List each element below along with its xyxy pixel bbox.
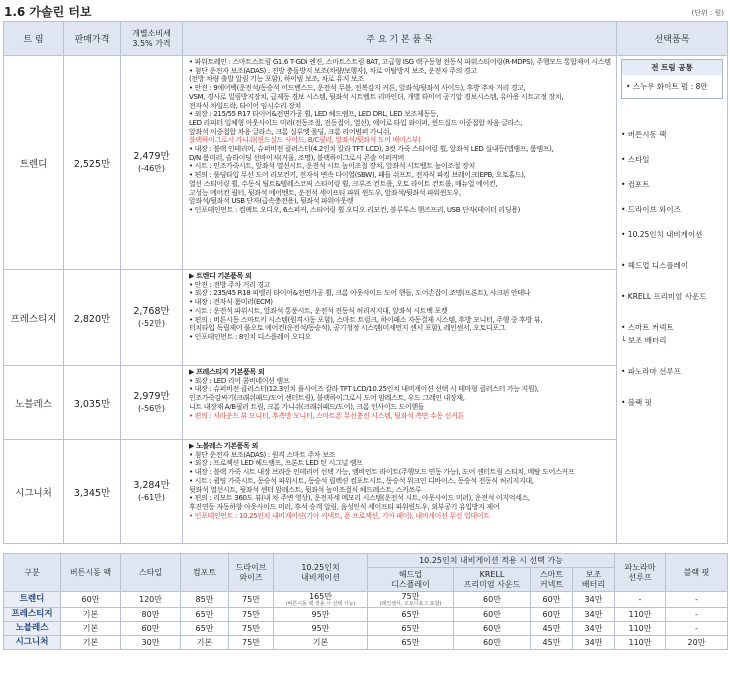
option-price-value: - bbox=[695, 624, 698, 633]
item-line: • 안전 : 전방 주차 거리 경고 bbox=[189, 280, 271, 289]
option-price-hud bbox=[368, 592, 454, 608]
opt-header-group: 10.25인치 내비게이션 적용 시 선택 가능 bbox=[368, 554, 615, 568]
option-price-value: 95만 bbox=[311, 610, 330, 619]
option-price-note: (버튼시동 팩 적용 시 선택 가능) bbox=[285, 601, 356, 607]
item-line: • 외장 : 프로젝션 LED 헤드램프, 프론트 LED 턴 시그널 램프 bbox=[189, 459, 363, 468]
option-price-pano bbox=[615, 636, 666, 650]
option-price-value: 75만 bbox=[401, 592, 420, 601]
option-price-value: 80만 bbox=[141, 610, 160, 619]
option-price-battery bbox=[573, 622, 615, 636]
trim-name: 노블레스 bbox=[4, 366, 64, 440]
tax-price-value: 2,768만 bbox=[133, 305, 170, 317]
option-price-table bbox=[3, 553, 728, 650]
option-price-style bbox=[121, 622, 181, 636]
option-item: • 컴포트 bbox=[621, 180, 650, 189]
option-item: • 버튼시동 팩 bbox=[621, 130, 667, 139]
trim-row bbox=[4, 56, 728, 270]
header-items: 주 요 기 본 품 목 bbox=[183, 22, 617, 56]
item-line: • 편의 : 버튼시동 스마트키 시스템(원격시동 포함), 스마트 트렁크, 하이패스 자동결제 시스템, 후방 모니터, 주행 중 후방 뷰, bbox=[189, 315, 543, 324]
trim-price: 3,345만 bbox=[64, 440, 121, 544]
option-price-value: 110만 bbox=[628, 638, 652, 647]
option-price-krell bbox=[454, 622, 531, 636]
item-line: (전방 차량 출발 알림 기능 포함), 하이빔 보조, 차로 유지 보조 bbox=[189, 75, 364, 84]
tax-price-diff: (-61만) bbox=[137, 492, 166, 502]
option-price-value: 34만 bbox=[584, 610, 603, 619]
option-price-value: 기본 bbox=[82, 610, 99, 619]
item-line: 인조가죽감싸기(크래쉬패드/도어 센터트림), 블랙하이그로시 도어 암레스트, 우드 그레인 내장재, bbox=[189, 394, 465, 403]
item-line: 앞좌석/뒷좌석 USB 단자(급속충전용), 뒷좌석 파워아웃렛 bbox=[189, 197, 354, 206]
page-title: 1.6 가솔린 터보 bbox=[4, 5, 92, 19]
option-price-value: 75만 bbox=[242, 638, 260, 647]
option-price-hud bbox=[368, 608, 454, 622]
option-price-battery bbox=[573, 608, 615, 622]
opt-header-battery: 보조 배터리 bbox=[573, 568, 615, 592]
option-price-note: (레인센서, 오토디포그 포함) bbox=[379, 601, 442, 607]
common-option-item: • 스누우 화이트 펄 : 8만 bbox=[626, 82, 708, 91]
option-price-comfort bbox=[181, 636, 229, 650]
tax-price-value: 2,979만 bbox=[133, 390, 170, 402]
common-option-title: 전 트림 공통 bbox=[622, 60, 722, 75]
option-price-black bbox=[666, 592, 728, 608]
opt-header-krell: KRELL 프리미엄 사운드 bbox=[454, 568, 531, 592]
option-price-btn bbox=[61, 622, 121, 636]
options-column bbox=[617, 56, 728, 544]
option-price-drive bbox=[229, 636, 274, 650]
option-price-value: 60만 bbox=[141, 624, 160, 633]
item-line: • 시트 : 인조가죽시트, 앞좌석 열선시트, 운전석 시트 높이조절 장치, 앞좌석 시트벨트 높이조절 장치 bbox=[189, 162, 475, 171]
item-line: 앞좌석 이중접합 차음 글라스, 크롬 실루엣 몰딩, 크롬 리어범퍼 가니쉬, bbox=[189, 127, 392, 136]
option-price-value: 75만 bbox=[242, 610, 260, 619]
tax-price-diff: (-46만) bbox=[137, 163, 166, 173]
trim-tax-price bbox=[121, 270, 183, 366]
option-item: • 드라이브 와이즈 bbox=[621, 205, 681, 214]
option-item: • 헤드업 디스플레이 bbox=[621, 261, 689, 270]
option-price-btn bbox=[61, 636, 121, 650]
trim-price: 2,820만 bbox=[64, 270, 121, 366]
option-row-trim: 시그니처 bbox=[4, 636, 61, 650]
item-line: • 편의 : 서라운드 뷰 모니터, 후측방 모니터, 스마트폰 무선충전 시스템, 뒷좌석 측면 수동 선커튼 bbox=[189, 411, 464, 420]
item-line: • 파워트레인 : 스마트스트림 G1.6 T-GDi 엔진, 스마트스트림 8AT, 고급형 ISG 랙구동형 전동식 파워스티어링(R-MDPS), 주행모드 통합제어 시스템 bbox=[189, 58, 611, 66]
option-item: • KRELL 프리미엄 사운드 bbox=[621, 292, 707, 301]
option-price-value: 45만 bbox=[542, 624, 561, 633]
header-options: 선택품목 bbox=[617, 22, 728, 56]
option-price-black bbox=[666, 622, 728, 636]
option-price-value: 65만 bbox=[401, 638, 420, 647]
option-price-value: 95만 bbox=[311, 624, 330, 633]
opt-header-smart: 스마트 커넥트 bbox=[531, 568, 573, 592]
option-price-pano bbox=[615, 592, 666, 608]
trim-price: 3,035만 bbox=[64, 366, 121, 440]
option-price-nav bbox=[274, 592, 368, 608]
option-price-value: 85만 bbox=[195, 595, 214, 604]
item-line: • 인포테인먼트 : 8인치 디스플레이 오디오 bbox=[189, 332, 311, 341]
item-line: ▶ 트렌디 기본품목 외 bbox=[189, 272, 252, 280]
option-row bbox=[4, 636, 728, 650]
option-price-style bbox=[121, 592, 181, 608]
tax-price-value: 2,479만 bbox=[133, 150, 170, 162]
item-line: 열선 스티어링 휠, 수동식 틸트&텔레스코픽 스티어링 휠, 크루즈 컨트롤, 오토 라이트 컨트롤, 매뉴얼 에어컨, bbox=[189, 179, 498, 188]
option-price-value: 120만 bbox=[139, 595, 162, 604]
trim-name: 시그니처 bbox=[4, 440, 64, 544]
item-line: • 내장 : 블랙 인테리어, 슈퍼비전 클러스터(4.2인치 칼라 TFT LCD), 3컷 가죽 스티어링 휠, 앞좌석 LED 실내등(맵램프, 룸램프), bbox=[189, 145, 554, 154]
item-line: • 안전 : 9에어백(운전석/동승석 어드밴스드, 운전석 무릎, 전복감지 커튼, 앞좌석/뒷좌석 사이드), 후방 추차 거리 경고, bbox=[189, 84, 526, 93]
opt-header-comfort: 컴포트 bbox=[181, 554, 229, 592]
option-price-black bbox=[666, 636, 728, 650]
option-price-value: 34만 bbox=[584, 595, 603, 604]
opt-header-nav: 10.25인치 내비게이션 bbox=[274, 554, 368, 592]
item-line: • 편의 : 풀딩타입 무선 도어 리모컨키, 전자식 변속 다이얼(SBW), 패들 쉬프트, 전자식 파킹 브레이크(EPB, 오토홀드), bbox=[189, 171, 526, 180]
option-price-value: - bbox=[695, 610, 698, 619]
item-line: D/N 룸미러, 슬라이딩 선바이저(거울, 조명), 블랙하이그로시 콘솔 어퍼커버 bbox=[189, 153, 404, 162]
tax-price-diff: (-52만) bbox=[137, 318, 166, 328]
option-price-value: 60만 bbox=[542, 595, 561, 604]
opt-header-pano: 파노라마 선루프 bbox=[615, 554, 666, 592]
option-item: • 스마트 커넥트 bbox=[621, 323, 674, 332]
option-price-value: 60만 bbox=[483, 595, 501, 604]
option-price-drive bbox=[229, 622, 274, 636]
option-item: └ 보조 배터리 bbox=[621, 336, 667, 345]
option-price-smart bbox=[531, 608, 573, 622]
option-price-value: 65만 bbox=[195, 624, 214, 633]
trim-price: 2,525만 bbox=[64, 56, 121, 270]
item-line: ▶ 노블레스 기본품목 외 bbox=[189, 442, 259, 450]
trim-items bbox=[183, 56, 617, 270]
option-price-value: 110만 bbox=[628, 610, 652, 619]
option-price-value: 75만 bbox=[242, 595, 260, 604]
trim-tax-price bbox=[121, 56, 183, 270]
option-price-btn bbox=[61, 592, 121, 608]
option-price-value: 34만 bbox=[584, 638, 603, 647]
main-spec-table bbox=[3, 21, 728, 544]
option-item: • 10.25인치 내비게이션 bbox=[621, 230, 703, 239]
option-price-value: 75만 bbox=[242, 624, 260, 633]
option-price-value: 60만 bbox=[483, 638, 501, 647]
item-line: • 내장 : 슈퍼비전 클러스터(12.3인치 풀사이즈 칼라 TFT LCD/10.25인치 내비게이션 선택 시 테마형 클러스터 가능 지원), bbox=[189, 385, 539, 394]
option-price-value: 기본 bbox=[82, 624, 99, 633]
opt-header-drive: 드라이브 와이즈 bbox=[229, 554, 274, 592]
option-price-comfort bbox=[181, 592, 229, 608]
item-line: • 시트 : 운전석 파워시트, 앞좌석 통풍시트, 운전석 전동식 허리지지대, 앞좌석 시트백 포켓 bbox=[189, 306, 448, 315]
option-price-krell bbox=[454, 636, 531, 650]
option-price-comfort bbox=[181, 622, 229, 636]
trim-items bbox=[183, 270, 617, 366]
option-price-value: 30만 bbox=[141, 638, 160, 647]
option-price-battery bbox=[573, 592, 615, 608]
item-line: • 외장 : LED 리어 콤비네이션 램프 bbox=[189, 376, 290, 385]
item-line: • 첨단 운전자 보조(ADAS) : 전방 충돌방지 보조(차량/보행자), 차로 이탈방지 보조, 운전자 주의 경고 bbox=[189, 66, 477, 75]
option-price-drive bbox=[229, 608, 274, 622]
option-price-value: 45만 bbox=[542, 638, 561, 647]
option-item: • 블랙 핏 bbox=[621, 398, 652, 407]
option-price-black bbox=[666, 608, 728, 622]
option-price-smart bbox=[531, 592, 573, 608]
option-row-trim: 프레스티지 bbox=[4, 608, 61, 622]
option-price-value: 65만 bbox=[195, 610, 214, 619]
header-trim: 트 림 bbox=[4, 22, 64, 56]
option-price-value: - bbox=[638, 595, 642, 604]
item-line: • 편의 : 리모트 360도 뷰(내 차 주변 영상), 운전자세 메모리 시스템(운전석 시트, 아웃사이드 미러), 운전석 이지억세스, bbox=[189, 494, 530, 503]
option-item: • 파노라마 선루프 bbox=[621, 367, 681, 376]
item-line: LED 리피터 일체형 아웃사이드 미러(전동조절, 전동접이, 열선), 에어로 타입 와이퍼, 윈드실드 이중접합 차음 글라스, bbox=[189, 118, 523, 127]
option-price-drive bbox=[229, 592, 274, 608]
option-price-value: 60만 bbox=[542, 610, 561, 619]
item-line: 블랙하이그로시 가니쉬(윈드실드 사이드, B/C필러, 앞좌석/뒷좌석 도어 베이스부) bbox=[189, 136, 421, 145]
option-price-value: 60만 bbox=[81, 595, 100, 604]
item-line: • 인포테인먼트 : 10.25인치 내비게이션(기아 커넥트, 폰 프로젝션, 기아 페이), 내비게이션 무선 업데이트 bbox=[189, 511, 490, 520]
tax-price-value: 3,284만 bbox=[133, 479, 170, 491]
option-price-value: 65만 bbox=[401, 610, 420, 619]
option-row bbox=[4, 622, 728, 636]
item-line: • 내장 : 전자식 룸미러(ECM) bbox=[189, 298, 273, 307]
option-item: • 스타일 bbox=[621, 155, 650, 164]
trim-items bbox=[183, 440, 617, 544]
option-price-style bbox=[121, 608, 181, 622]
option-price-value: 34만 bbox=[584, 624, 603, 633]
item-line: 고성능 에어컨 필터, 뒷좌석 에어벤트, 운전석 세이프티 파워 윈도우, 앞좌석/뒷좌석 파워윈도우, bbox=[189, 188, 461, 197]
option-price-comfort bbox=[181, 608, 229, 622]
trim-items bbox=[183, 366, 617, 440]
option-price-value: 110만 bbox=[628, 624, 652, 633]
option-price-hud bbox=[368, 636, 454, 650]
option-price-value: 65만 bbox=[401, 624, 420, 633]
common-option-box bbox=[621, 59, 723, 99]
item-line: 터치타입 독립제어 풀오토 에어컨(운전석/동승석), 공기청정 시스템(미세먼지 센서 포함), 레인센서, 오토디포그 bbox=[189, 324, 506, 333]
option-price-value: 20만 bbox=[687, 638, 706, 647]
item-line: • 내장 : 블랙 가죽 시트 내장 브라운 인테리어 선택 가능, 앰비언트 라이트(주행모드 연동 가능), 도어 센터트림 스티치, 메탈 도어스커프 bbox=[189, 468, 575, 477]
item-line: • 외장 : 215/55 R17 타이어&전면가공 휠, LED 헤드램프, LED DRL, LED 보조제동등, bbox=[189, 110, 439, 119]
option-price-value: 기본 bbox=[312, 638, 329, 647]
option-row bbox=[4, 592, 728, 608]
header-price: 판매가격 bbox=[64, 22, 121, 56]
item-line: VSM, 경사로 밀림방지장치, 급제동 경보 시스템, 뒷좌석 시트벨트 리마인더, 개별 타이어 공기압 경보시스템, 유아용 시트고정 장치, bbox=[189, 92, 564, 101]
option-price-style bbox=[121, 636, 181, 650]
header-tax-price: 개별소비세 3.5% 가격 bbox=[121, 22, 183, 56]
option-row-trim: 노블레스 bbox=[4, 622, 61, 636]
option-price-krell bbox=[454, 608, 531, 622]
option-price-value: 기본 bbox=[82, 638, 99, 647]
tax-price-diff: (-56만) bbox=[137, 403, 166, 413]
option-price-nav bbox=[274, 608, 368, 622]
trim-tax-price bbox=[121, 440, 183, 544]
item-line: 후진연동 자동하향 아웃사이드 미러, 후석 승객 알림, 음성인식 세이프티 파워윈도우, 외부공기 유입방지 제어 bbox=[189, 502, 500, 511]
option-price-battery bbox=[573, 636, 615, 650]
option-price-hud bbox=[368, 622, 454, 636]
item-line: 니트 내장재 A/B필러 트림, 크롬 가니쉬(크래쉬패드/도어), 크롬 인사이드 도어핸들 bbox=[189, 402, 425, 411]
option-price-value: - bbox=[695, 595, 698, 604]
option-row-trim: 트렌디 bbox=[4, 592, 61, 608]
opt-header-btn: 버튼시동 팩 bbox=[61, 554, 121, 592]
item-line: 전자식 차일드락, 타이어 임시수리 장치 bbox=[189, 101, 301, 110]
option-price-smart bbox=[531, 622, 573, 636]
item-line: • 인포테인먼트 : 컴팩트 오디오, 6스피커, 스티어링 휠 오디오 리모컨, 블루투스 핸즈프리, USB 단자(데이터 리딩용) bbox=[189, 205, 521, 214]
item-line: • 시트 : 퀼팅 가죽시트, 동승석 파워시트, 동승석 릴렉션 컴포트시트, 동승석 워크인 디바이스, 동승석 전동식 허리지지대, bbox=[189, 476, 534, 485]
option-price-nav bbox=[274, 636, 368, 650]
option-price-value: 기본 bbox=[196, 638, 213, 647]
item-line: • 첨단 운전자 보조(ADAS) : 원격 스마트 주차 보조 bbox=[189, 450, 336, 459]
opt-header-black: 블랙 핏 bbox=[666, 554, 728, 592]
option-row bbox=[4, 608, 728, 622]
option-price-btn bbox=[61, 608, 121, 622]
opt-header-trim: 구분 bbox=[4, 554, 61, 592]
item-line: ▶ 프레스티지 기본품목 외 bbox=[189, 368, 265, 376]
option-price-pano bbox=[615, 608, 666, 622]
option-price-pano bbox=[615, 622, 666, 636]
option-price-krell bbox=[454, 592, 531, 608]
option-price-value: 60만 bbox=[483, 610, 501, 619]
trim-name: 트렌디 bbox=[4, 56, 64, 270]
option-price-value: 60만 bbox=[483, 624, 501, 633]
option-price-nav bbox=[274, 622, 368, 636]
item-line: • 외장 : 235/45 R18 피렐리 타이어&전면가공 휠, 크롬 아웃사이드 도어 핸들, 도어손잡이 조명(프론트), 샤크핀 안테나 bbox=[189, 289, 531, 298]
opt-header-style: 스타일 bbox=[121, 554, 181, 592]
unit-label: (단위 : 원) bbox=[691, 9, 724, 17]
opt-header-hud: 헤드업 디스플레이 bbox=[368, 568, 454, 592]
trim-tax-price bbox=[121, 366, 183, 440]
trim-name: 프레스티지 bbox=[4, 270, 64, 366]
option-price-value: 165만 bbox=[309, 592, 332, 601]
item-line: 뒷좌석 열선시트, 뒷좌석 센터 암레스트, 뒷좌석 높이조절식 헤드레스트, 스키쓰루 bbox=[189, 485, 422, 494]
option-price-smart bbox=[531, 636, 573, 650]
